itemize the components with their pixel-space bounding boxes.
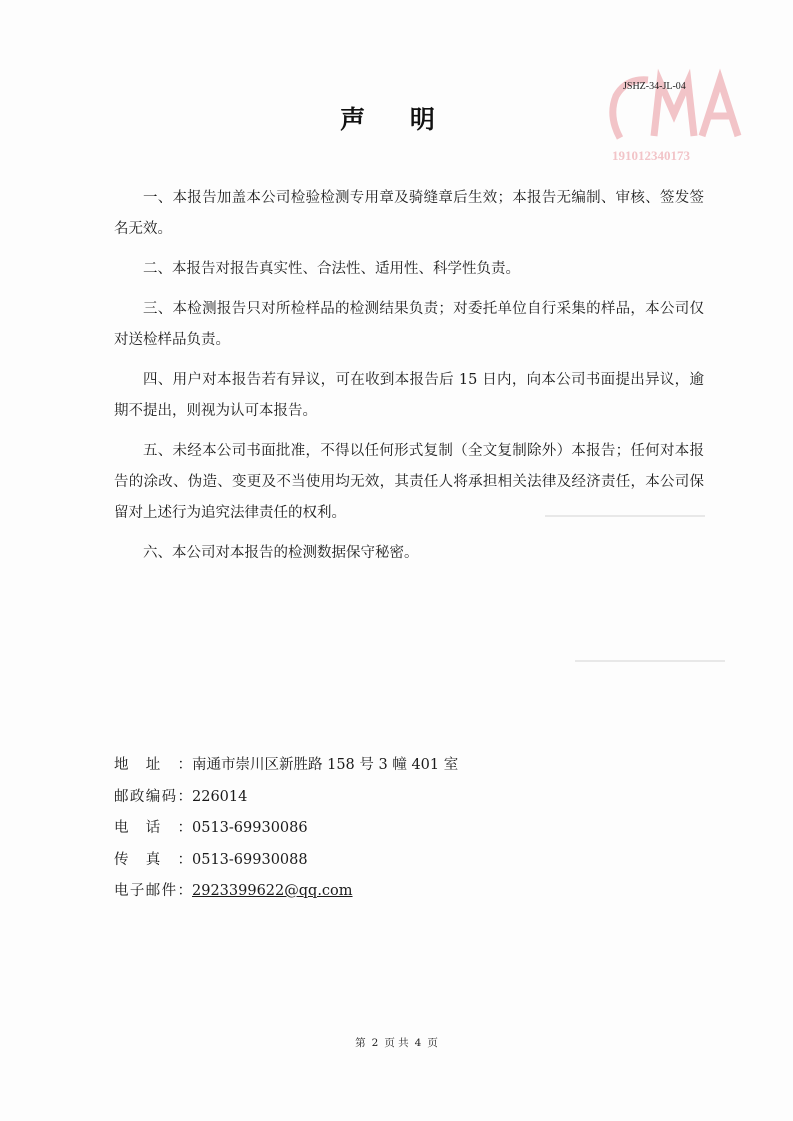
postcode-row <box>114 782 458 814</box>
phone-label: 电话： <box>114 820 192 836</box>
clause-4: 四、用户对本报告若有异议，可在收到本报告后 15 日内，向本公司书面提出异议，逾期不提出，则视为认可本报告。 <box>114 372 704 419</box>
page-mid: 页 共 <box>384 1037 409 1049</box>
page-prefix: 第 <box>355 1037 366 1049</box>
clause-2: 二、本报告对报告真实性、合法性、适用性、科学性负责。 <box>143 261 520 277</box>
address-label: 地址： <box>114 757 192 773</box>
fax-label: 传真： <box>114 851 192 868</box>
bleed-line <box>575 660 725 662</box>
statement-clauses <box>114 183 704 578</box>
clause-3: 三、本检测报告只对所检样品的检测结果负责；对委托单位自行采集的样品，本公司仅对送检样品负责。 <box>114 301 704 348</box>
clause-1: 一、本报告加盖本公司检验检测专用章及骑缝章后生效；本报告无编制、审核、签发签名无效。 <box>114 190 704 237</box>
document-code: JSHZ-34-JL-04 <box>623 81 686 92</box>
clause-6: 六、本公司对本报告的检测数据保守秘密。 <box>143 545 419 561</box>
page-suffix: 页 <box>427 1037 438 1049</box>
page-total: 4 <box>414 1037 422 1049</box>
clause-5: 五、未经本公司书面批准，不得以任何形式复制（全文复制除外）本报告；任何对本报告的涂改、伪造、变更及不当使用均无效，其责任人将承担相关法律及经济责任，本公司保留对上述行为追究法律责任的权利。 <box>114 443 704 521</box>
fax-row <box>114 845 458 877</box>
email-row <box>114 876 458 908</box>
contact-block <box>114 750 458 908</box>
page-title: 声 明 <box>340 105 453 134</box>
email-link[interactable]: 2923399622@qq.com <box>192 883 353 899</box>
postcode-label: 邮政编码： <box>114 788 192 805</box>
phone-row <box>114 813 458 845</box>
page-number <box>0 1035 793 1050</box>
postcode-value: 226014 <box>192 788 248 805</box>
fax-value: 0513-69930088 <box>192 851 308 868</box>
seal-number: 191012340173 <box>612 148 690 163</box>
phone-value: 0513-69930086 <box>192 820 308 836</box>
address-row <box>114 750 458 782</box>
email-label: 电子邮件： <box>114 883 192 899</box>
page-current: 2 <box>371 1037 379 1049</box>
address-value: 南通市崇川区新胜路 158 号 3 幢 401 室 <box>192 757 459 773</box>
